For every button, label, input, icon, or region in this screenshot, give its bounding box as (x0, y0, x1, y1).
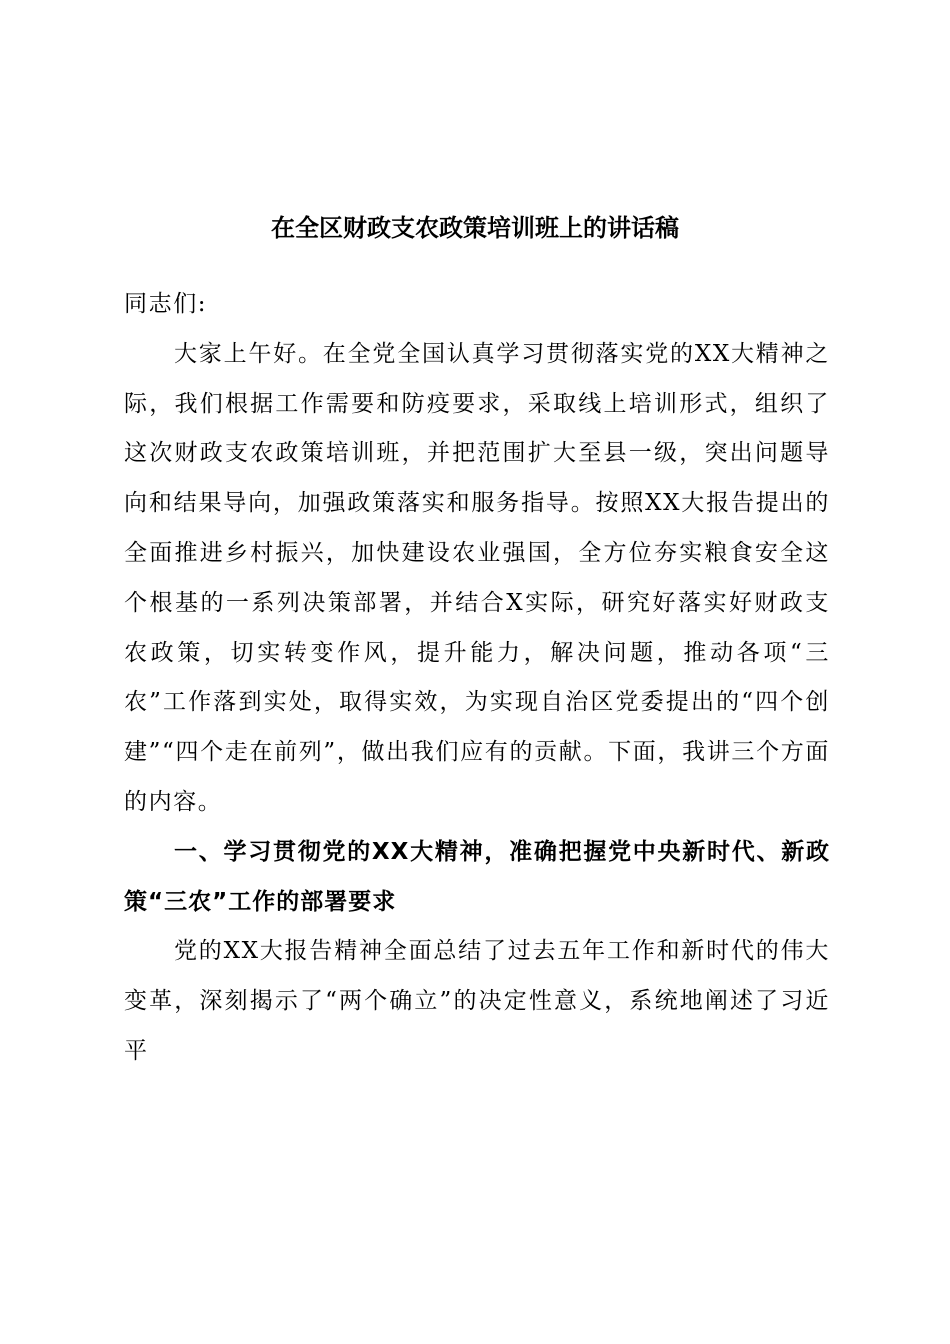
section-paragraph: 党的XX大报告精神全面总结了过去五年工作和新时代的伟大变革，深刻揭示了“两个确立”的决定性意义，系统地阐述了习近平 (124, 938, 830, 1064)
section-heading: 一、学习贯彻党的XX大精神，准确把握党中央新时代、新政策“三农”工作的部署要求 (124, 838, 830, 915)
document-body (124, 280, 830, 1077)
intro-paragraph: 大家上午好。在全党全国认真学习贯彻落实党的XX大精神之际，我们根据工作需要和防疫要求，采取线上培训形式，组织了这次财政支农政策培训班，并把范围扩大至县一级，突出问题导向和结果导向，加强政策落实和服务指导。按照XX大报告提出的全面推进乡村振兴，加快建设农业强国，全方位夯实粮食安全这个根基的一系列决策部署，并结合X实际，研究好落实好财政支农政策，切实转变作风，提升能力，解决问题，推动各项“三农”工作落到实处，取得实效，为实现自治区党委提出的“四个创建”“四个走在前列”，做出我们应有的贡献。下面，我讲三个方面的内容。 (124, 340, 830, 815)
document-title: 在全区财政支农政策培训班上的讲话稿 (271, 213, 679, 242)
salutation: 同志们: (124, 291, 208, 317)
